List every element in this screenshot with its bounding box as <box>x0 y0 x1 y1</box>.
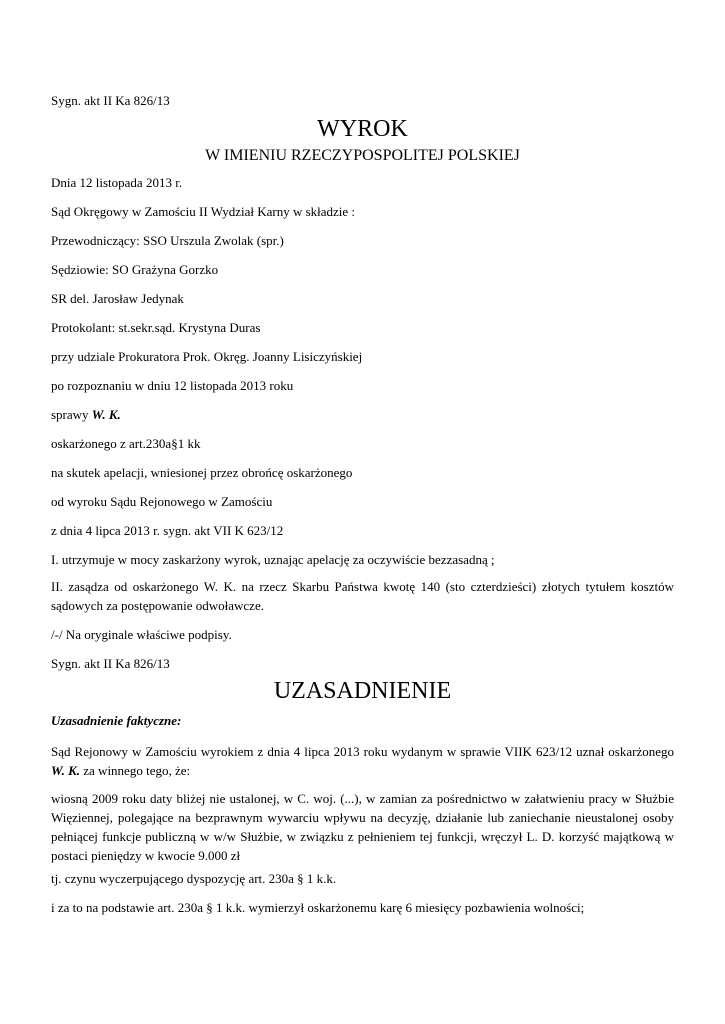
appeal-line: na skutek apelacji, wniesionej przez obrońcę oskarżonego <box>51 465 353 480</box>
paragraph-1-text: Sąd Rejonowy w Zamościu wyrokiem z dnia 4 lipca 2013 roku wydanym w sprawie VIIK 623/12 uznał oskarżonego <box>51 744 674 759</box>
presiding-judge: Przewodniczący: SSO Urszula Zwolak (spr.) <box>51 233 284 248</box>
judge-delegated: SR del. Jarosław Jedynak <box>51 291 184 306</box>
judgment-date: Dnia 12 listopada 2013 r. <box>51 175 183 190</box>
case-prefix: sprawy <box>51 407 92 422</box>
case-reference-bottom: Sygn. akt II Ka 826/13 <box>51 656 170 671</box>
paragraph-1 <box>51 742 674 780</box>
ruling-point-1: I. utrzymuje w mocy zaskarżony wyrok, uznając apelację za oczywiście bezzasadną ; <box>51 552 495 567</box>
signatures-note: /-/ Na oryginale właściwe podpisy. <box>51 627 232 642</box>
judges-line: Sędziowie: SO Grażyna Gorzko <box>51 262 219 277</box>
justification-title: UZASADNIENIE <box>273 678 452 704</box>
paragraph-1-defendant: W. K. <box>51 763 81 778</box>
charge-line: oskarżonego z art.230a§1 kk <box>51 436 201 451</box>
court-clerk: Protokolant: st.sekr.sąd. Krystyna Duras <box>51 320 261 335</box>
court-composition: Sąd Okręgowy w Zamościu II Wydział Karny w składzie : <box>51 204 356 219</box>
case-line <box>51 407 121 423</box>
paragraph-4: i za to na podstawie art. 230a § 1 k.k. wymierzył oskarżonemu karę 6 miesięcy pozbawienia wolności; <box>51 900 585 915</box>
document-subtitle: W IMIENIU RZECZYPOSPOLITEJ POLSKIEJ <box>205 147 520 164</box>
factual-heading: Uzasadnienie faktyczne: <box>51 713 182 728</box>
paragraph-3: tj. czynu wyczerpującego dyspozycję art. 230a § 1 k.k. <box>51 871 337 886</box>
lower-judgment-date: z dnia 4 lipca 2013 r. sygn. akt VII K 623/12 <box>51 523 284 538</box>
lower-court-line: od wyroku Sądu Rejonowego w Zamościu <box>51 494 273 509</box>
prosecutor-line: przy udziale Prokuratora Prok. Okręg. Joanny Lisiczyńskiej <box>51 349 363 364</box>
ruling-point-2: II. zasądza od oskarżonego W. K. na rzecz Skarbu Państwa kwotę 140 (sto czterdzieści) złotych tytułem kosztów sądowych za postępowanie odwoławcze. <box>51 579 674 613</box>
document-title: WYROK <box>317 116 408 142</box>
hearing-date: po rozpoznaniu w dniu 12 listopada 2013 roku <box>51 378 294 393</box>
paragraph-2: wiosną 2009 roku daty bliżej nie ustalonej, w C. woj. (...), w zamian za pośrednictwo w załatwieniu pracy w Służbie Więziennej, polegające na bezprawnym wywarciu wpływu na decyzję, działanie lub zaniechanie nieustalonej osoby pełniącej funkcje publiczną w w/w Służbie, w związku z pełnieniem tej funkcji, wręczył L. D. korzyść majątkową w postaci pieniędzy w kwocie 9.000 zł <box>51 791 674 863</box>
paragraph-1-end: za winnego tego, że: <box>80 763 191 778</box>
defendant-name: W. K. <box>91 407 121 422</box>
case-reference-top: Sygn. akt II Ka 826/13 <box>51 93 170 108</box>
